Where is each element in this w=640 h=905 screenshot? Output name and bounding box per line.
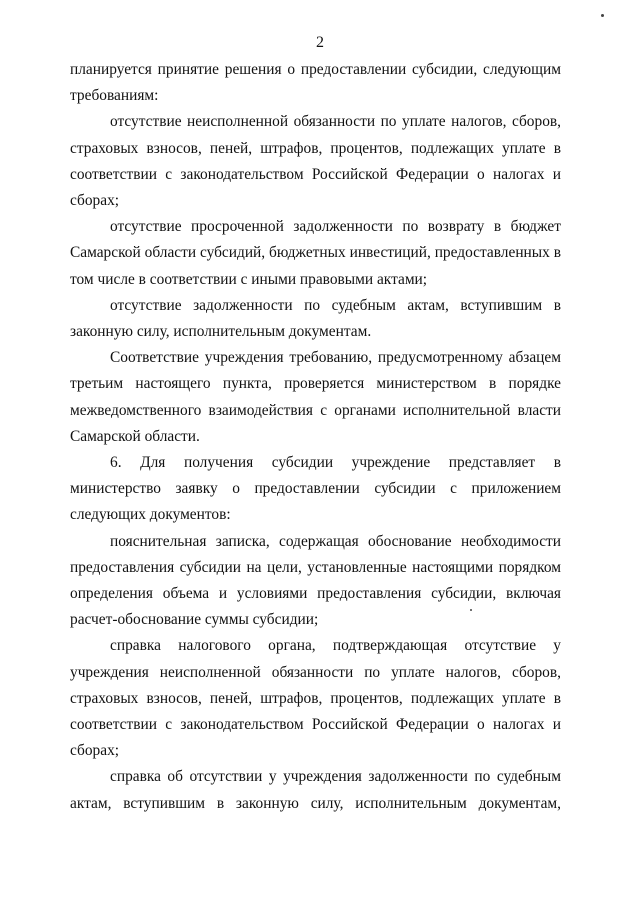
paragraph-court-debt: отсутствие задолженности по судебным актам, вступившим в законную силу, исполнительным документам.	[70, 296, 561, 341]
page-number: 2	[316, 34, 324, 51]
paragraph-overdue-debt: отсутствие просроченной задолженности по возврату в бюджет Самарской области субсидий, бюджетных инвестиций, предоставленных в том числе в соответствии с иными правовыми актами;	[70, 218, 561, 288]
paragraph-compliance-check: Соответствие учреждения требованию, предусмотренному абзацем третьим настоящего пункта, проверяется министерством в порядке межведомственного взаимодействия с органами исполнительной власти Самарской области.	[70, 349, 561, 445]
paragraph-continuation: планируется принятие решения о предоставлении субсидии, следующим требованиям:	[70, 61, 561, 105]
paragraph-tax-debt: отсутствие неисполненной обязанности по уплате налогов, сборов, страховых взносов, пеней, штрафов, процентов, подлежащих уплате в соответствии с законодательством Российской Федерации о налогах и сборах;	[70, 113, 561, 210]
paragraph-tax-certificate: справка налогового органа, подтверждающая отсутствие у учреждения неисполненной обязанности по уплате налогов, сборов, страховых взносов, пеней, штрафов, процентов, подлежащих уплате в соответствии с законодательством Российской Федерации о налогах и сборах;	[70, 637, 561, 760]
paragraph-item-6: 6. Для получения субсидии учреждение представляет в министерство заявку о предоставлении субсидии с приложением следующих документов:	[70, 454, 561, 524]
scan-speck	[601, 14, 604, 17]
paragraph-court-certificate: справка об отсутствии у учреждения задолженности по судебным актам, вступившим в законную силу, исполнительным документам,	[70, 768, 561, 812]
document-body	[70, 57, 561, 817]
paragraph-explanatory-note: пояснительная записка, содержащая обоснование необходимости предоставления субсидии на цели, установленные настоящими порядком определения объема и условиями предоставления субсидии, включая расчет-обоснование суммы субсидии;	[70, 532, 561, 629]
